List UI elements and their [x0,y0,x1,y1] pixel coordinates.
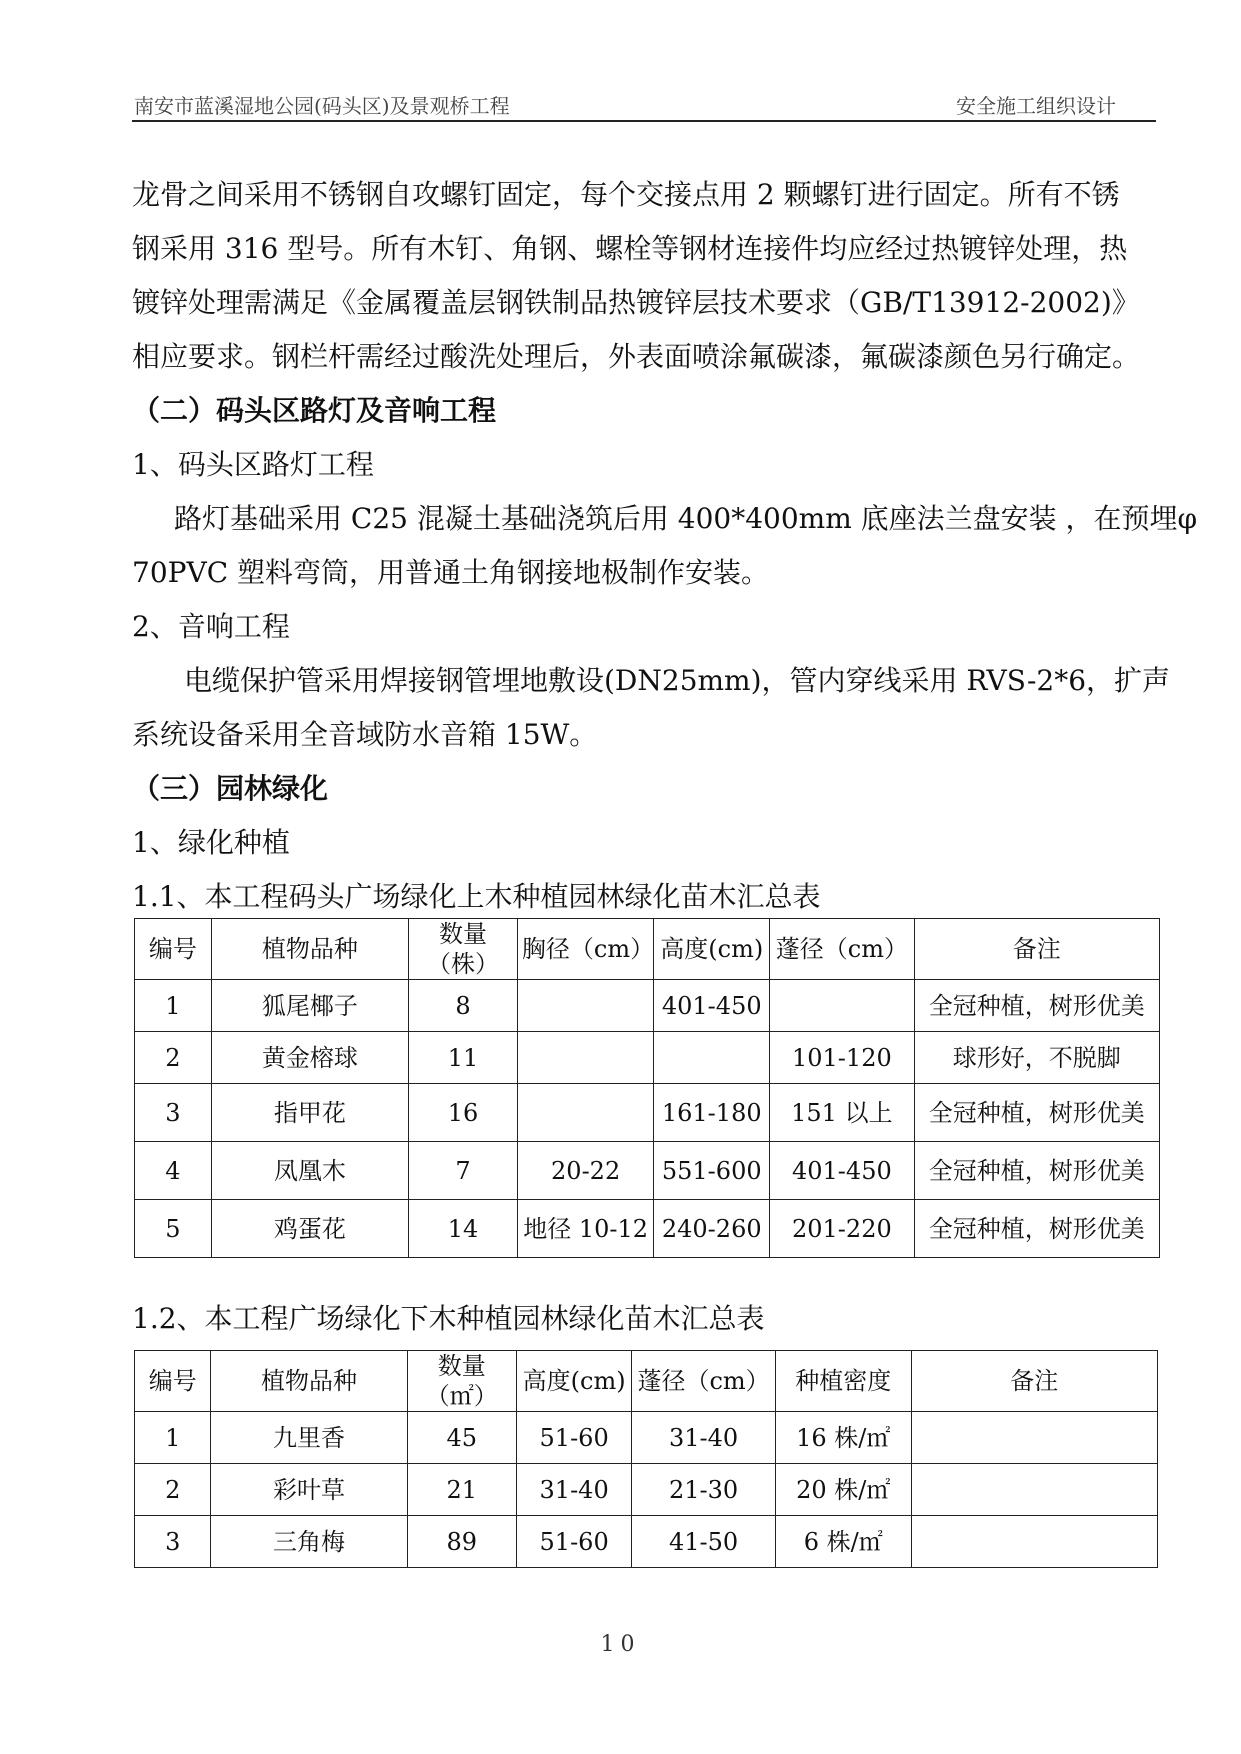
table-row [135,1200,1160,1258]
table-cell: 1 [135,1412,211,1464]
section-heading-2: （二）码头区路灯及音响工程 [132,394,497,427]
paragraph-line: 镀锌处理需满足《金属覆盖层钢铁制品热镀锌层技术要求（GB/T13912-2002)》 [132,286,1140,319]
table-cell: 51-60 [517,1516,632,1568]
table-cell [911,1464,1157,1516]
table-header-cell: 高度(cm) [654,919,770,980]
table-cell: 黄金榕球 [211,1032,408,1084]
table-row [135,1516,1158,1568]
table-cell: 16 株/㎡ [775,1412,911,1464]
table-cell: 鸡蛋花 [211,1200,408,1258]
table-cell: 8 [409,980,518,1032]
table-cell: 彩叶草 [211,1464,407,1516]
table-cell: 2 [135,1464,211,1516]
table-cell: 球形好，不脱脚 [914,1032,1159,1084]
paragraph-line: 电缆保护管采用焊接钢管埋地敷设(DN25mm)，管内穿线采用 RVS-2*6，扩声 [184,664,1171,697]
page-header [132,84,1156,122]
page-number: 10 [600,1632,641,1657]
table-header-cell: 胸径（cm） [517,919,653,980]
table-cell: 16 [409,1084,518,1142]
table-cell: 2 [135,1032,212,1084]
table-cell: 1 [135,980,212,1032]
table-cell [911,1516,1157,1568]
table-row [135,1032,1160,1084]
table-header-cell: 蓬径（cm） [632,1351,776,1412]
table-cell: 7 [409,1142,518,1200]
section-heading-3: （三）园林绿化 [132,772,329,805]
table-cell: 三角梅 [211,1516,407,1568]
table-cell: 151 以上 [770,1084,914,1142]
paragraph-line: 钢采用 316 型号。所有木钉、角钢、螺栓等钢材连接件均应经过热镀锌处理，热 [132,232,1128,265]
document-body [132,168,1198,924]
table-cell: 九里香 [211,1412,407,1464]
table-header-cell: 编号 [135,1351,211,1412]
table-cell [517,1084,653,1142]
subheading-audio: 2、音响工程 [132,610,290,643]
paragraph-line: 系统设备采用全音域防水音箱 15W。 [132,718,598,751]
table-cell: 20-22 [517,1142,653,1200]
table-header-row [135,1351,1158,1412]
table-cell: 401-450 [770,1142,914,1200]
table-header-cell: 备注 [914,919,1159,980]
table-cell [654,1032,770,1084]
table-cell: 4 [135,1142,212,1200]
table-cell: 551-600 [654,1142,770,1200]
table-cell [770,980,914,1032]
table-row [135,1084,1160,1142]
table-cell [517,980,653,1032]
table-cell: 21 [407,1464,516,1516]
table-cell: 89 [407,1516,516,1568]
table-cell [911,1412,1157,1464]
table-cell: 201-220 [770,1200,914,1258]
table-cell: 全冠种植，树形优美 [914,1084,1159,1142]
subheading-planting: 1、绿化种植 [132,826,290,859]
lower-plant-table [134,1350,1158,1568]
paragraph-line: 相应要求。钢栏杆需经过酸洗处理后，外表面喷涂氟碳漆，氟碳漆颜色另行确定。 [132,340,1141,373]
table-cell: 地径 10-12 [517,1200,653,1258]
table-cell: 161-180 [654,1084,770,1142]
table-row [135,1142,1160,1200]
table-row [135,1412,1158,1464]
table-cell: 101-120 [770,1032,914,1084]
upper-tree-table-body [135,919,1160,1258]
table-cell: 31-40 [632,1412,776,1464]
table-header-cell: 编号 [135,919,212,980]
upper-tree-table [134,918,1160,1258]
table-cell: 凤凰木 [211,1142,408,1200]
table-cell: 20 株/㎡ [775,1464,911,1516]
table-row [135,1464,1158,1516]
table-cell: 3 [135,1084,212,1142]
table-cell: 全冠种植，树形优美 [914,980,1159,1032]
paragraph-line: 路灯基础采用 C25 混凝土基础浇筑后用 400*400mm 底座法兰盘安装 ，在预埋φ [174,502,1198,535]
table-cell: 11 [409,1032,518,1084]
paragraph-line: 龙骨之间采用不锈钢自攻螺钉固定，每个交接点用 2 颗螺钉进行固定。所有不锈 [132,178,1120,211]
table-cell: 51-60 [517,1412,632,1464]
subheading-streetlight: 1、码头区路灯工程 [132,448,374,481]
header-project-title: 南安市蓝溪湿地公园(码头区)及景观桥工程 [134,94,510,118]
table-cell: 45 [407,1412,516,1464]
table-cell: 5 [135,1200,212,1258]
table-header-cell: 种植密度 [775,1351,911,1412]
table-cell: 狐尾椰子 [211,980,408,1032]
table-cell: 41-50 [632,1516,776,1568]
table-cell: 401-450 [654,980,770,1032]
table-header-cell: 植物品种 [211,1351,407,1412]
table2-caption: 1.2、本工程广场绿化下木种植园林绿化苗木汇总表 [132,1302,765,1335]
table-header-cell: 备注 [911,1351,1157,1412]
table-header-cell: 植物品种 [211,919,408,980]
lower-plant-table-body [135,1351,1158,1568]
table-header-cell: 数量 （㎡） [407,1351,516,1412]
table-cell: 31-40 [517,1464,632,1516]
table-row [135,980,1160,1032]
paragraph-line: 70PVC 塑料弯筒，用普通土角钢接地极制作安装。 [132,556,770,589]
table-cell [517,1032,653,1084]
table-cell: 6 株/㎡ [775,1516,911,1568]
table-cell: 全冠种植，树形优美 [914,1142,1159,1200]
table-cell: 240-260 [654,1200,770,1258]
header-document-type: 安全施工组织设计 [956,94,1116,118]
table1-caption: 1.1、本工程码头广场绿化上木种植园林绿化苗木汇总表 [132,880,821,913]
table-cell: 21-30 [632,1464,776,1516]
table-header-row [135,919,1160,980]
table-cell: 全冠种植，树形优美 [914,1200,1159,1258]
table-header-cell: 蓬径（cm） [770,919,914,980]
table-cell: 14 [409,1200,518,1258]
table-cell: 指甲花 [211,1084,408,1142]
table-header-cell: 高度(cm) [517,1351,632,1412]
table-header-cell: 数量 （株） [409,919,518,980]
table-cell: 3 [135,1516,211,1568]
